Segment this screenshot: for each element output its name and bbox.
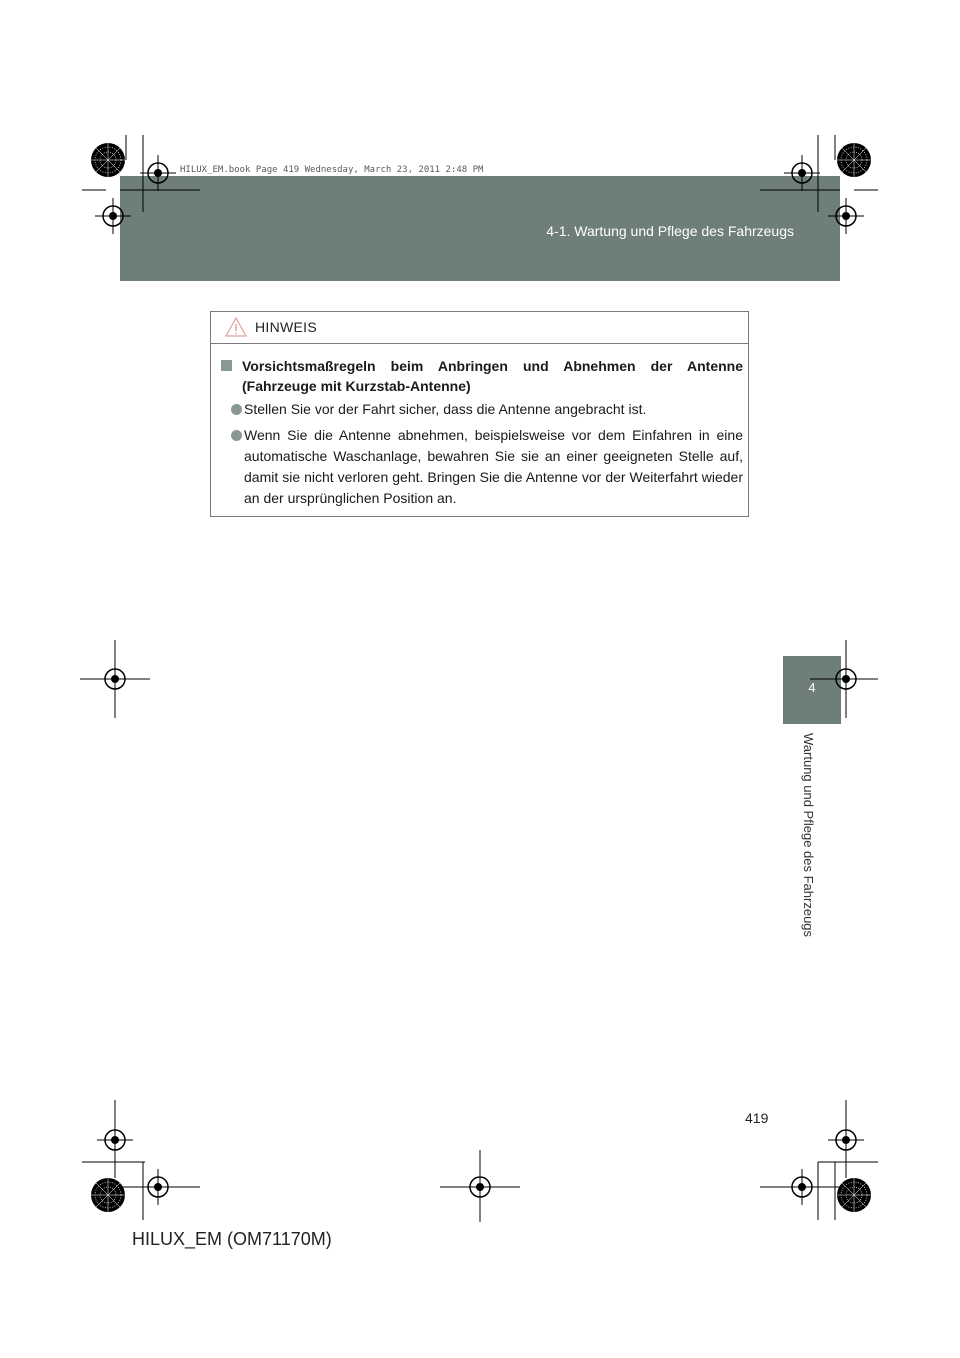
- notice-label: HINWEIS: [255, 319, 317, 335]
- section-title: 4-1. Wartung und Pflege des Fahrzeugs: [546, 223, 794, 239]
- list-item-text: Wenn Sie die Antenne abnehmen, beispielsweise vor dem Einfahren in eine automatische Waschanlage, bewahren Sie sie an einer geeigneten Stelle auf, damit sie nicht verloren geht. Bringen Sie die Antenne vor der Weiterfahrt wieder an der ursprünglichen Position an.: [244, 427, 743, 506]
- chapter-number: 4: [808, 680, 816, 695]
- list-item-text: Stellen Sie vor der Fahrt sicher, dass die Antenne angebracht ist.: [244, 401, 647, 417]
- chapter-title: Wartung und Pflege des Fahrzeugs: [801, 733, 816, 938]
- book-stamp: HILUX_EM.book Page 419 Wednesday, March 23, 2011 2:48 PM: [180, 165, 484, 175]
- page-number: 419: [745, 1110, 769, 1126]
- section-heading-text: Vorsichtsmaßregeln beim Anbringen und Abnehmen der Antenne (Fahrzeuge mit Kurzstab-Antenne): [242, 358, 743, 394]
- document-code: HILUX_EM (OM71170M): [132, 1229, 332, 1249]
